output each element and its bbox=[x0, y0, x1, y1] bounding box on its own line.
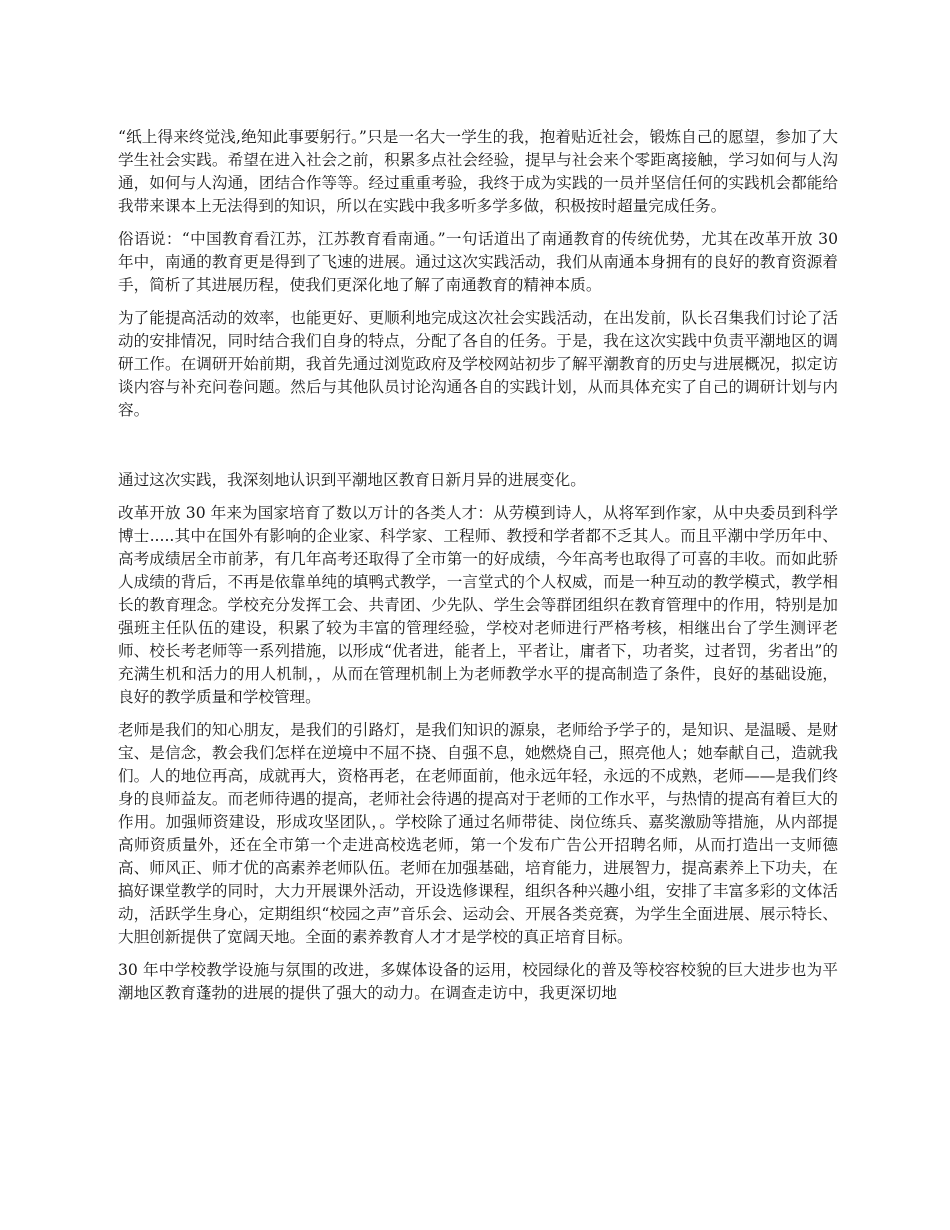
paragraph-teachers: 老师是我们的知心朋友，是我们的引路灯，是我们知识的源泉，老师给予学子的，是知识、是温暖、是财宝、是信念，教会我们怎样在逆境中不屈不挠、自强不息，她燃烧自己，照亮他人；她奉献自己，造就我们。人的地位再高，成就再大，资格再老，在老师面前，他永远年轻，永远的不成熟，老师——是我们终身的良师益友。而老师待遇的提高，老师社会待遇的提高对于老师的工作水平，与热情的提高有着巨大的作用。加强师资建设，形成攻坚团队，。学校除了通过名师带徒、岗位练兵、嘉奖激励等措施，从内部提高师资质量外，还在全市第一个走进高校选老师，第一个发布广告公开招聘名师，从而打造出一支师德高、师风正、师才优的高素养老师队伍。老师在加强基础，培育能力，进展智力，提高素养上下功夫，在搞好课堂教学的同时，大力开展课外活动，开设选修课程，组织各种兴趣小组，安排了丰富多彩的文体活动，活跃学生身心，定期组织“校园之声”音乐会、运动会、开展各类竞赛，为学生全面进展、展示特长、大胆创新提供了宽阔天地。全面的素养教育人才才是学校的真正培育目标。 bbox=[118, 721, 838, 946]
section-gap bbox=[118, 432, 838, 469]
paragraph-facilities: 30 年中学校教学设施与氛围的改进，多媒体设备的运用，校园绿化的普及等校容校貌的巨大进步也为平潮地区教育蓬勃的进展的提供了强大的动力。在调查走访中，我更深切地 bbox=[118, 961, 838, 1002]
paragraph-nantong-education: 俗语说：“中国教育看江苏，江苏教育看南通。”一句话道出了南通教育的传统优势，尤其在改革开放 30 年中，南通的教育更是得到了飞速的进展。通过这次实践活动，我们从南通本身拥有的良好的教育资源着手，简析了其进展历程，使我们更深化地了解了南通教育的精神本质。 bbox=[118, 230, 838, 294]
document-body bbox=[118, 126, 838, 1015]
paragraph-intro: “纸上得来终觉浅,绝知此事要躬行。”只是一名大一学生的我，抱着贴近社会，锻炼自己的愿望，参加了大学生社会实践。希望在进入社会之前，积累多点社会经验，提早与社会来个零距离接触，学习如何与人沟通，如何与人沟通，团结合作等等。经过重重考验，我终于成为实践的一员并坚信任何的实践机会都能给我带来课本上无法得到的知识，所以在实践中我多听多学多做，积极按时超量完成任务。 bbox=[118, 128, 838, 215]
paragraph-talents: 改革开放 30 年来为国家培育了数以万计的各类人才：从劳模到诗人，从将军到作家，从中央委员到科学博士.....其中在国外有影响的企业家、科学家、工程师、教授和学者都不乏其人。而且平潮中学历年中、高考成绩居全市前茅，有几年高考还取得了全市第一的好成绩，今年高考也取得了可喜的丰收。而如此骄人成绩的背后，不再是依靠单纯的填鸭式教学，一言堂式的个人权威，而是一种互动的教学模式，教学相长的教育理念。学校充分发挥工会、共青团、少先队、学生会等群团组织在教育管理中的作用，特别是加强班主任队伍的建设，积累了较为丰富的管理经验，学校对老师进行严格考核，相继出台了学生测评老师、校长考老师等一系列措施，以形成“优者进，能者上，平者让，庸者下，功者奖，过者罚，劣者出”的充满生机和活力的用人机制，，从而在管理机制上为老师教学水平的提高制造了条件，良好的基础设施，良好的教学质量和学校管理。 bbox=[118, 504, 838, 706]
paragraph-summary: 通过这次实践，我深刻地认识到平潮地区教育日新月异的进展变化。 bbox=[118, 471, 586, 489]
paragraph-preparation: 为了能提高活动的效率，也能更好、更顺利地完成这次社会实践活动，在出发前，队长召集我们讨论了活动的安排情况，同时结合我们自身的特点，分配了各自的任务。于是，我在这次实践中负责平潮地区的调研工作。在调研开始前期，我首先通过浏览政府及学校网站初步了解平潮教育的历史与进展概况，拟定访谈内容与补充问卷问题。然后与其他队员讨论沟通各自的实践计划，从而具体充实了自己的调研计划与内容。 bbox=[118, 309, 838, 419]
